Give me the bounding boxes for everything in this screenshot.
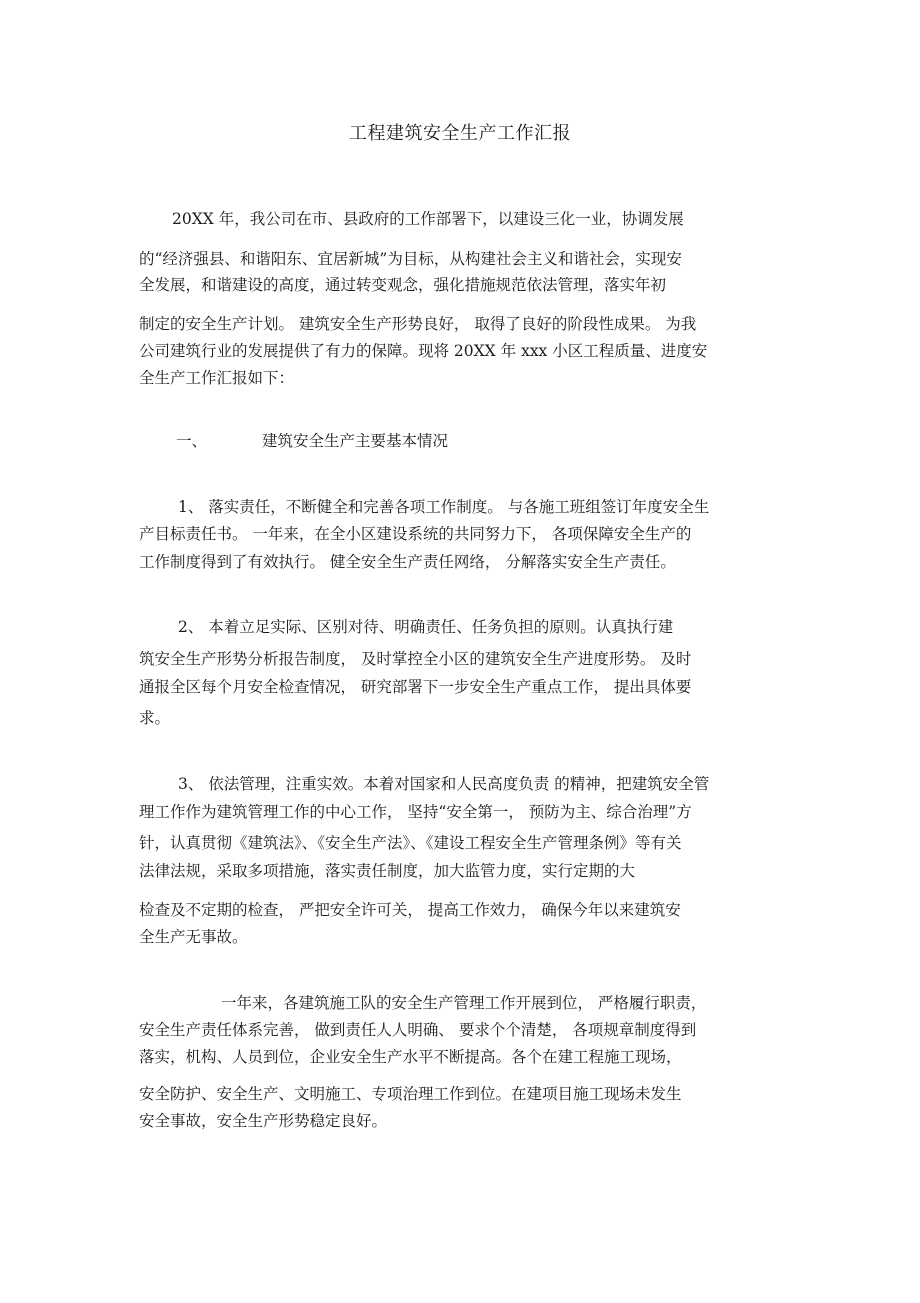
item1-line-1: 1、 落实责任，不断健全和完善各项工作制度。 与各施工班组签订年度安全生: [178, 498, 710, 516]
item3-line-2: 理工作作为建筑管理工作的中心工作， 坚持“安全第一， 预防为主、综合治理”方: [139, 803, 692, 821]
item2-line-2: 筑安全生产形势分析报告制度， 及时掌控全小区的建筑安全生产进度形势。 及时: [139, 650, 692, 668]
item3-line-5: 检查及不定期的检查， 严把安全许可关， 提高工作效力， 确保今年以来建筑安: [139, 901, 681, 919]
summary-line-5: 安全事故，安全生产形势稳定良好。: [139, 1112, 388, 1130]
item3-line-3: 针，认真贯彻《建筑法》、《安全生产法》、《建设工程安全生产管理条例》等有关: [139, 834, 682, 852]
intro-line-1: 20XX 年，我公司在市、县政府的工作部署下，以建设三化一业，协调发展: [172, 210, 684, 228]
item3-line-4: 法律法规，采取多项措施，落实责任制度，加大监管力度，实行定期的大: [139, 862, 636, 880]
document-title: 工程建筑安全生产工作汇报: [349, 123, 571, 144]
summary-line-4: 安全防护、安全生产、文明施工、专项治理工作到位。在建项目施工现场未发生: [139, 1085, 682, 1103]
summary-line-1: 一年来，各建筑施工队的安全生产管理工作开展到位， 严格履行职责，: [221, 994, 707, 1012]
intro-line-3: 全发展，和谐建设的高度，通过转变观念，强化措施规范依法管理，落实年初: [139, 276, 667, 294]
section-title: 建筑安全生产主要基本情况: [262, 432, 449, 450]
item2-line-3: 通报全区每个月安全检查情况， 研究部署下一步安全生产重点工作， 提出具体要: [139, 678, 692, 696]
item2-line-4: 求。: [139, 709, 171, 727]
summary-line-2: 安全生产责任体系完善， 做到责任人人明确、 要求个个清楚， 各项规章制度得到: [139, 1021, 697, 1039]
item2-line-1: 2、 本着立足实际、区别对待、明确责任、任务负担的原则。认真执行建: [178, 618, 674, 636]
intro-line-2: 的“经济强县、和谐阳东、宜居新城”为目标，从构建社会主义和谐社会，实现安: [139, 250, 682, 268]
item1-line-3: 工作制度得到了有效执行。 健全安全生产责任网络， 分解落实安全生产责任。: [139, 553, 676, 571]
intro-line-6: 全生产工作汇报如下：: [139, 369, 295, 387]
summary-line-3: 落实，机构、人员到位，企业安全生产水平不断提高。各个在建工程施工现场，: [139, 1048, 682, 1066]
intro-line-4: 制定的安全生产计划。 建筑安全生产形势良好， 取得了良好的阶段性成果。 为我: [139, 315, 697, 333]
intro-line-5: 公司建筑行业的发展提供了有力的保障。现将 20XX 年 xxx 小区工程质量、进度安: [139, 342, 708, 360]
item3-line-6: 全生产无事故。: [139, 928, 248, 946]
item3-line-1: 3、 依法管理，注重实效。本着对国家和人民高度负责 的精神，把建筑安全管: [178, 775, 710, 793]
item1-line-2: 产目标责任书。 一年来，在全小区建设系统的共同努力下， 各项保障安全生产的: [139, 525, 692, 543]
section-number: 一、: [176, 432, 208, 450]
